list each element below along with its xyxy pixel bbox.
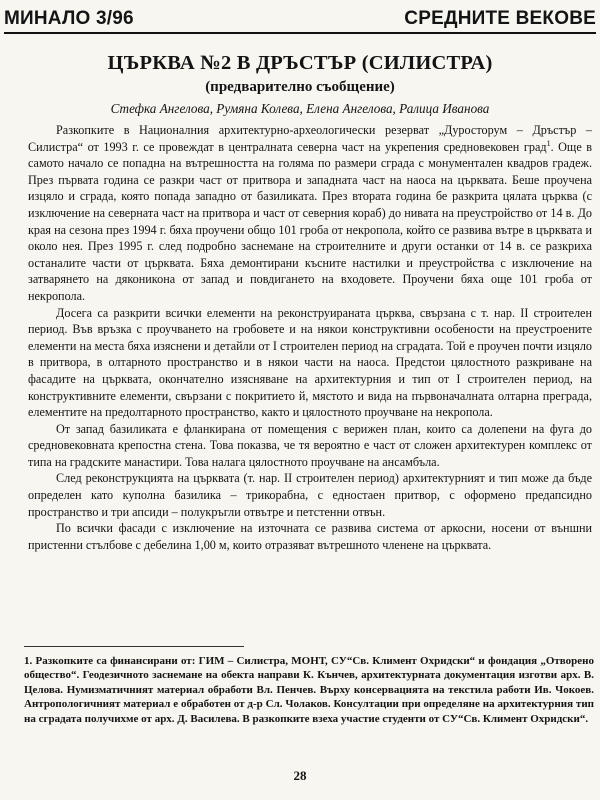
body-paragraph-2: Досега са разкрити всички елементи на реконструираната църква, свързана с т. нар. II строителен период. Във връзка с проучването на гробовете и на някои конструктивни особености на преустроените елементи на места бяха изяснени и детайли от I строителен период на сградата. Той е проучен почти изцяло в притвора, в олтарното пространство и в някои части на наоса. Предстои цялостното разкриване на фасадите на църквата, окончателно изясняване на архитектурния и тип от I строителен период, на конструктивните елементи, свързани с покритието й, мястото и вида на първоначалната олтарна преграда, елементите на предолтарното пространство, както и цялостното проучване на некропола.: [28, 305, 592, 420]
article-title: ЦЪРКВА №2 В ДРЪСТЪР (СИЛИСТРА): [107, 52, 493, 74]
paragraph-1-text-start: Разкопките в Националния архитектурно-археологически резерват „Дуросторум – Дръстър – Силистра“ от 1993 г. се провеждат в централната северна част на укрепения средновековен град: [28, 123, 592, 154]
footnote-text: 1. Разкопките са финансирани от: ГИМ – Силистра, МОНТ, СУ“Св. Климент Охридски“ и фондация „Отворено общество“. Геодезичното заснемане на обекта направи К. Кънчев, архитектурната документация изготви арх. В. Целова. Нумизматичният материал обработи Вл. Пенчев. Върху консервацията на текстила работи Ив. Чокоев. Антропологичният материал е обработен от д-р Сл. Чолаков. Консултации при определяне на архитектурния тип на сградата получихме от арх. Д. Василева. В разкопките взеха участие студенти от СУ“Св. Климент Охридски“.: [24, 655, 594, 725]
footnote-rule: [24, 646, 244, 647]
journal-issue: МИНАЛО 3/96: [4, 8, 134, 29]
footnote: [24, 654, 594, 726]
paragraph-1-text-end: . Още в самото начало се попадна на вътрешността на голяма по размери сграда с монументален квадров градеж. През първата година се разкри част от притвора и западната част на наоса на църквата. Беше проучена изцяло и сграда, която попада западно от базиликата. През втората година бе разкрита цялата църква (с изключение на северната част на притвора и част от северния кораб) до нивата на преустройство от 14 в. До края на сезона през 1994 г. бяха проучени общо 101 гроба от некропола, който се развива вътре в църквата и около нея. През 1995 г. след подробно заснемане на строителните и други останки от 14 в. се разкриха останалите части от църквата. Бяха демонтирани късните настилки и преустройства с изключение на затварянето на дяконикона от запад и повдигането на входовете. Проучени бяха още 101 гроба от некропола.: [28, 139, 592, 303]
body-paragraph-1: [28, 122, 592, 305]
section-title: СРЕДНИТЕ ВЕКОВЕ: [404, 8, 596, 29]
header-rule: [4, 32, 596, 34]
body-paragraph-4: След реконструкцията на църквата (т. нар. II строителен период) архитектурният и тип може да бъде определен като куполна базилика – трикорабна, с едностаен притвор, с оформено предапсидно пространство и три апсиди – полукръгли отвътре и петстенни отвън.: [28, 471, 592, 519]
footnote-marker: 1: [546, 138, 551, 148]
article-authors: Стефка Ангелова, Румяна Колева, Елена Ангелова, Ралица Иванова: [110, 101, 490, 116]
running-head: [4, 2, 596, 30]
body-paragraph-5: По всички фасади с изключение на източната се развива система от аркосни, носени от външни пристенни стълбове с дебелина 1,00 м, които отразяват вътрешното членене на църквата.: [28, 521, 592, 552]
page-number: 28: [293, 768, 307, 783]
body-paragraph-3: От запад базиликата е фланкирана от помещения с верижен план, които са долепени на фуга до средновековната крепостна стена. Това показва, че тя вероятно е част от сложен архитектурен комплекс от типа на градските манастири. Това налага цялостното проучване на ансамбъла.: [28, 421, 592, 469]
article-subtitle: (предварително съобщение): [205, 79, 395, 95]
article-body: [28, 122, 592, 553]
